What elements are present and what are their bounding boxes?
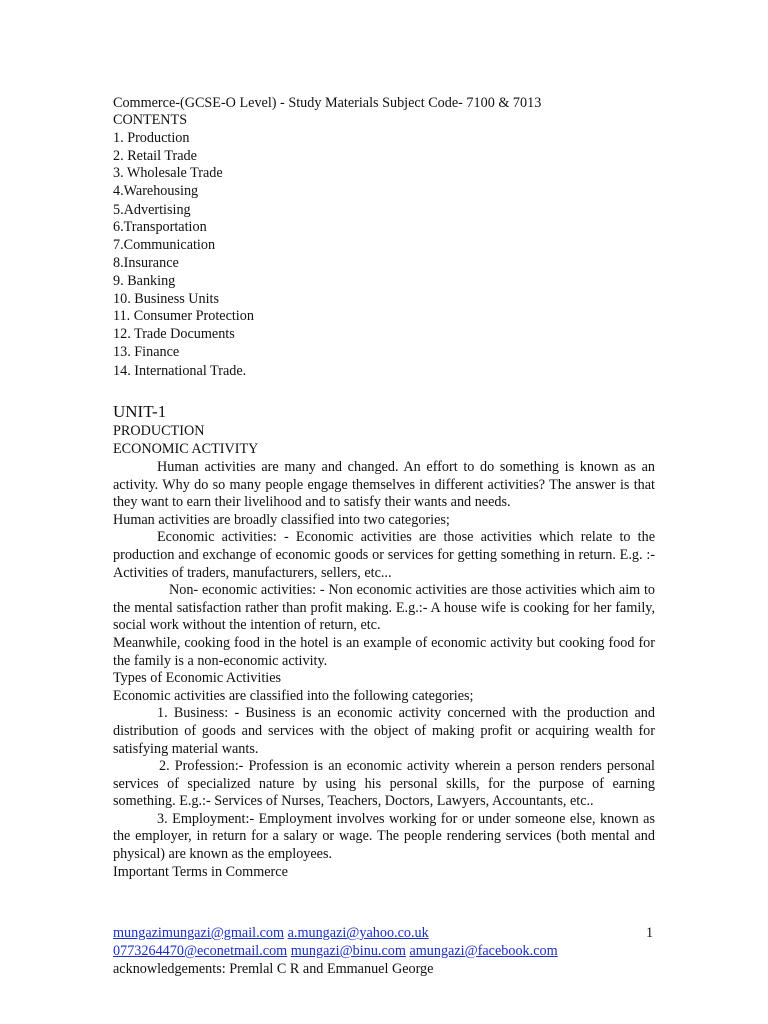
unit-subtitle: PRODUCTION xyxy=(113,423,205,439)
email-link[interactable]: 0773264470@econetmail.com xyxy=(113,943,288,959)
email-link[interactable]: mungazi@binu.com xyxy=(290,943,406,959)
contents-item: 2. Retail Trade xyxy=(113,148,197,164)
contents-item: 12. Trade Documents xyxy=(113,326,235,342)
paragraph: Economic activities are classified into the following categories; xyxy=(113,687,474,704)
contents-item: 4.Warehousing xyxy=(113,183,199,199)
contents-item: 3. Wholesale Trade xyxy=(113,165,223,181)
contents-item: 6.Transportation xyxy=(113,219,207,235)
page-number: 1 xyxy=(646,925,654,941)
contents-item: 13. Finance xyxy=(113,344,180,360)
contents-item: 1. Production xyxy=(113,130,190,146)
contents-item: 14. International Trade. xyxy=(113,363,247,379)
contents-item: 10. Business Units xyxy=(113,291,220,307)
email-link[interactable]: amungazi@facebook.com xyxy=(409,943,558,959)
paragraph: Human activities are many and changed. An effort to do something is known as an activity. Why do so many people engage themselves in different activities? The answer is that they want to earn their livelihood and to satisfy their wants and needs. xyxy=(113,459,655,511)
footer-line-1 xyxy=(113,925,429,942)
acknowledgements: acknowledgements: Premlal C R and Emmanuel George xyxy=(113,961,434,977)
email-link[interactable]: mungazimungazi@gmail.com xyxy=(113,925,285,941)
contents-heading: CONTENTS xyxy=(113,112,188,128)
contents-item: 11. Consumer Protection xyxy=(113,308,254,324)
subheading: Important Terms in Commerce xyxy=(113,863,288,880)
footer-line-2 xyxy=(113,943,558,960)
paragraph: Economic activities: - Economic activities are those activities which relate to the production and exchange of economic goods or services for getting something in return. E.g. :- Activities of traders, manufacturers, sellers, etc... xyxy=(113,529,655,581)
paragraph: Human activities are broadly classified into two categories; xyxy=(113,511,450,528)
paragraph: 2. Profession:- Profession is an economic activity wherein a person renders personal services of specialized nature by using his personal skills, for the purpose of earning something. E.g.:- Services of Nurses, Teachers, Doctors, Lawyers, Accountants, etc.. xyxy=(113,758,655,810)
contents-item: 9. Banking xyxy=(113,273,176,289)
email-link[interactable]: a.mungazi@yahoo.co.uk xyxy=(287,925,429,941)
unit-title: UNIT-1 xyxy=(113,402,167,421)
document-title: Commerce-(GCSE-O Level) - Study Materials Subject Code- 7100 & 7013 xyxy=(113,95,542,111)
section-heading: ECONOMIC ACTIVITY xyxy=(113,441,259,457)
contents-item: 7.Communication xyxy=(113,237,216,253)
paragraph: Non- economic activities: - Non economic activities are those activities which aim to the mental satisfaction rather than profit making. E.g.:- A house wife is cooking for her family, social work without the intention of return, etc. xyxy=(113,582,655,634)
paragraph: Meanwhile, cooking food in the hotel is an example of economic activity but cooking food for the family is a non-economic activity. xyxy=(113,634,655,669)
contents-item: 5.Advertising xyxy=(113,202,191,218)
paragraph: 1. Business: - Business is an economic activity concerned with the production and distribution of goods and services with the object of making profit or acquiring wealth for satisfying material wants. xyxy=(113,705,655,757)
paragraph: 3. Employment:- Employment involves working for or under someone else, known as the employer, in return for a salary or wage. The people rendering services (both mental and physical) are known as the employees. xyxy=(113,810,655,863)
body-text xyxy=(113,459,655,881)
subheading: Types of Economic Activities xyxy=(113,670,282,687)
contents-item: 8.Insurance xyxy=(113,255,179,271)
